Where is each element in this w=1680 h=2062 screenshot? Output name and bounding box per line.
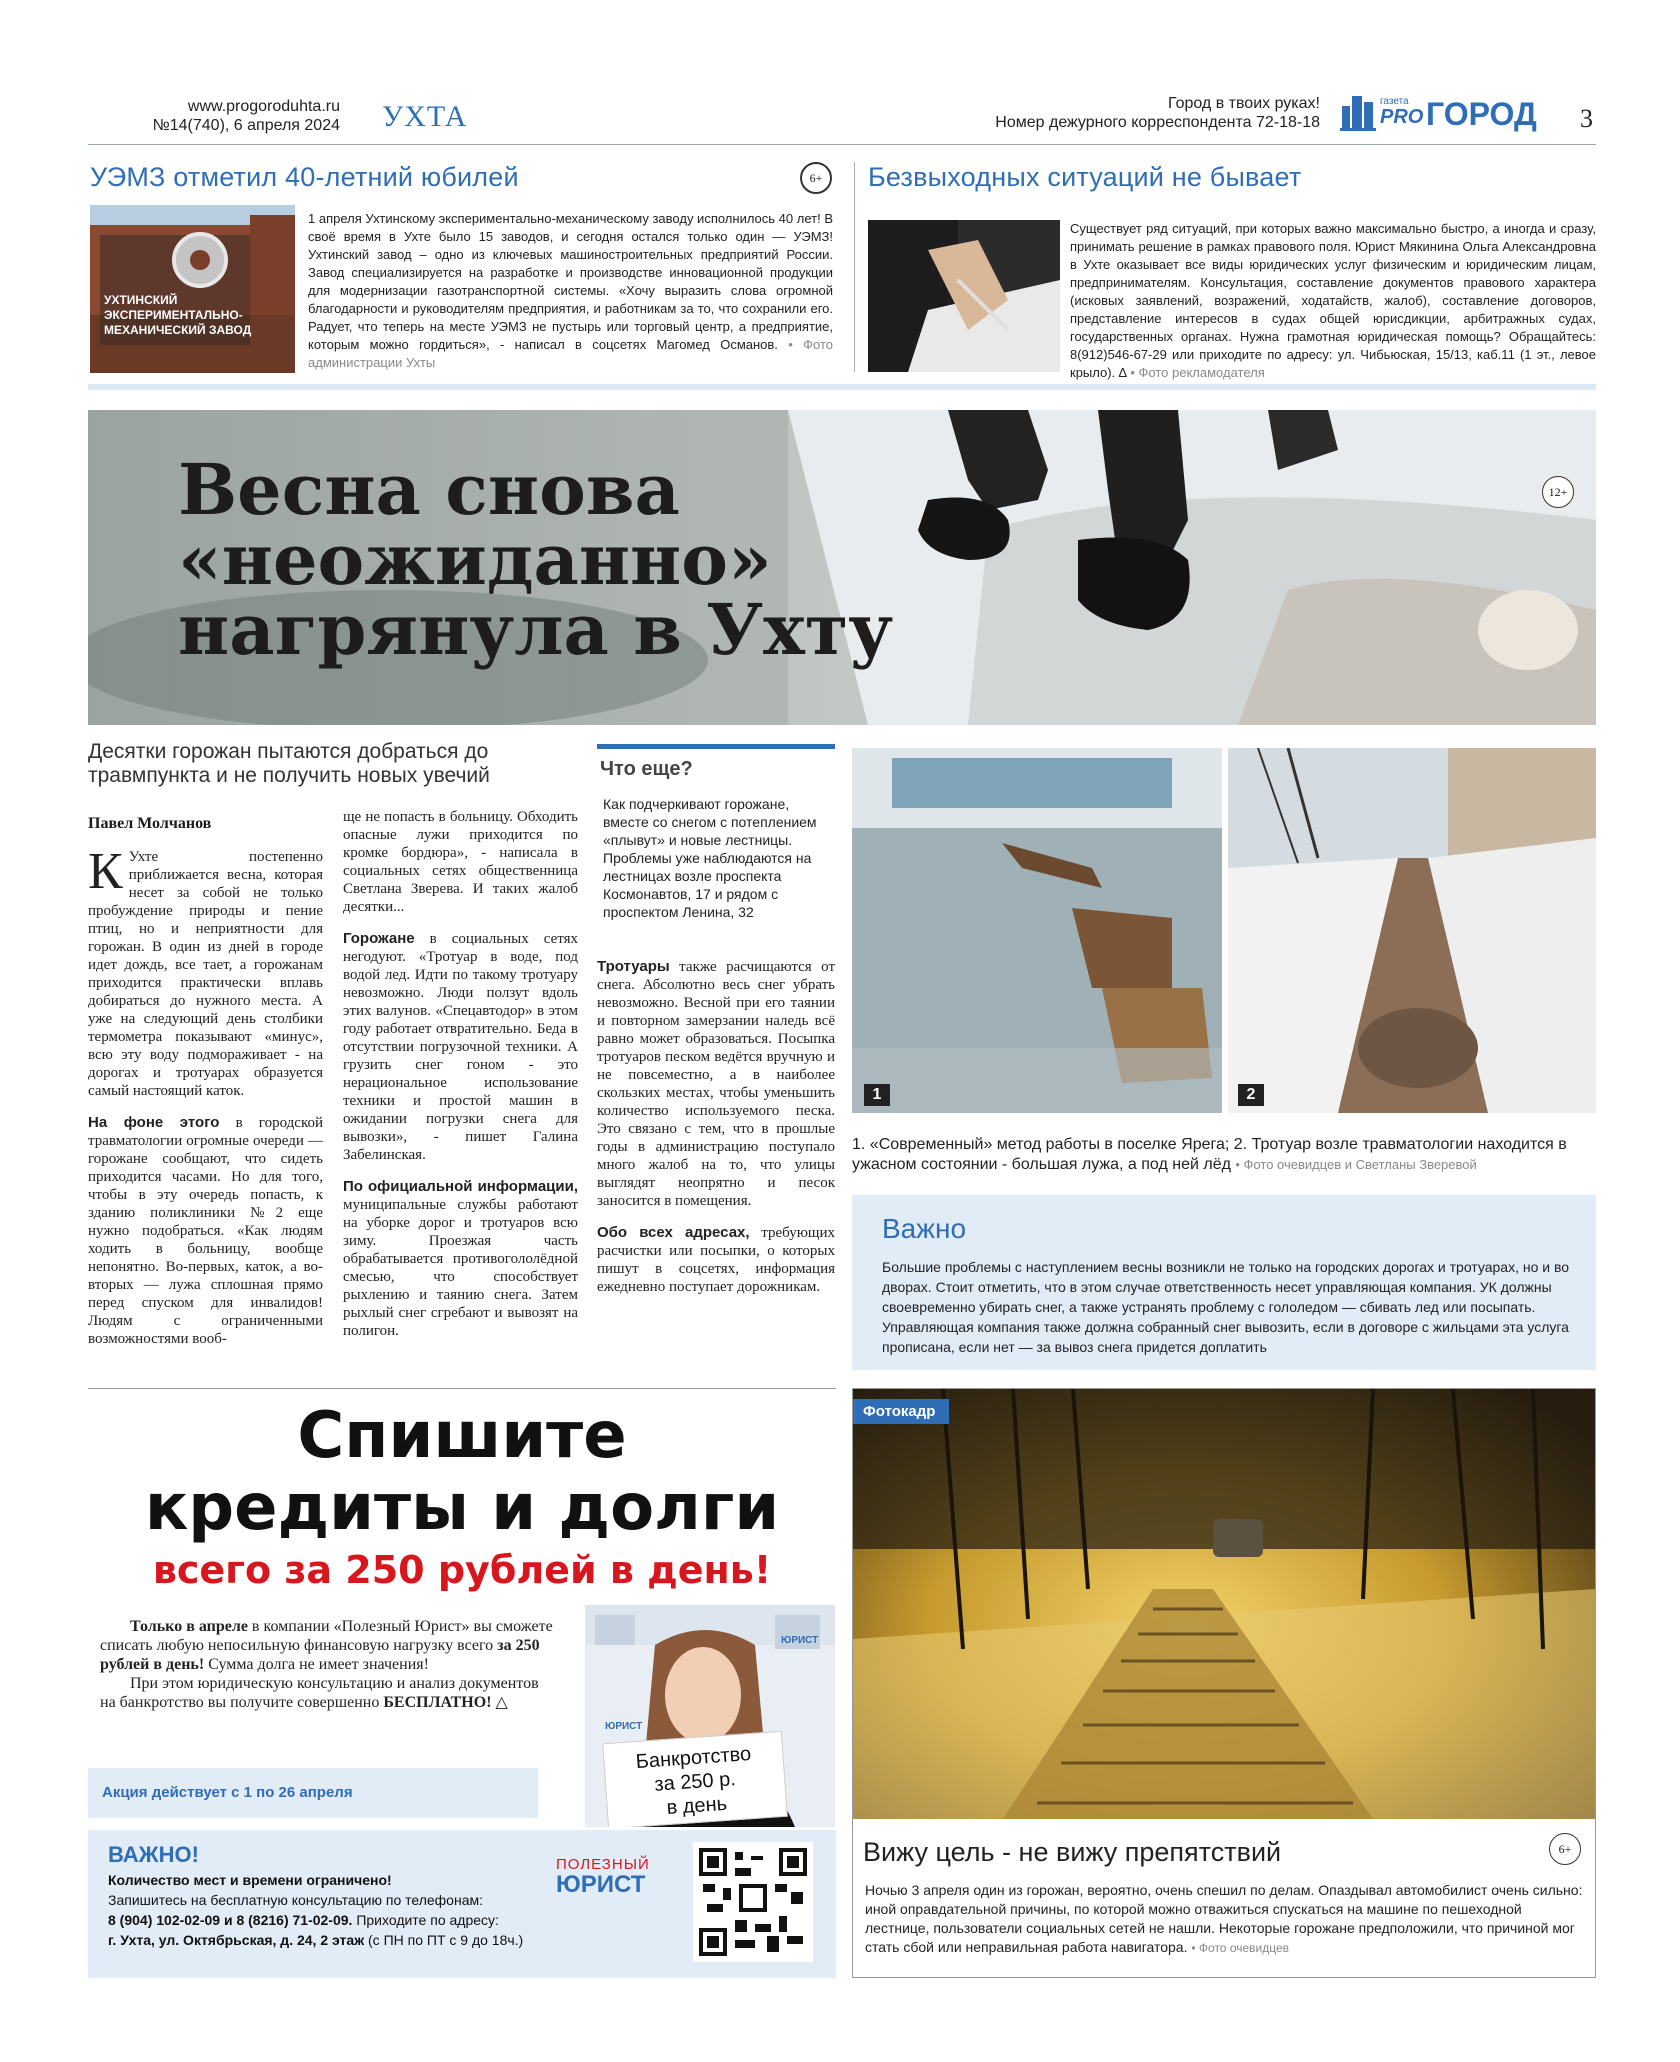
column-2 [343,808,578,1340]
newspaper-logo [1340,92,1560,134]
ad-text3-end: △ [491,1694,508,1711]
masthead-contact [960,94,1320,132]
phone-line: Номер дежурного корреспондента 72-18-18 [995,114,1320,131]
ad-line1: Спишите [297,1399,627,1473]
logo-pro: PRO [1380,106,1424,128]
promo-text: Акция действует с 1 по 26 апреля [102,1784,353,1801]
photoframe-text: Ночью 3 апреля один из горожан, вероятно, очень спешил по делам. Опаздывал автомобилист очень сильно: иной оправдательной причины, по которой можно отважиться спускаться на машине по пешеходной лестнице, пользователи социальных сетей не нашли. Некоторые горожане предположили, что причиной мог стать сбой или неправильная работа навигатора. [865,1882,1583,1955]
section-city: УХТА [382,100,468,133]
age-badge-12: 12+ [1542,476,1574,508]
col3-p1-lead: Тротуары [597,958,670,975]
article1-title: УЭМЗ отметил 40-летний юбилей [90,162,519,192]
article2-text: Существует ряд ситуаций, при которых важно максимально быстро, а иногда и сразу, принимать решение в рамках правового поля. Юрист Мякинина Ольга Александровна в Ухте оказывает все виды юридических услуг физическим и юридическим лицам, предпринимателям. Консультация, составление документов правового характера (исковых заявлений, возражений, ходатайств, жалоб), составление договоров, представление интересов в судах общей юрисдикции, арбитражных судах, государственных органах. Нужна грамотная юридическая помощь? Обращайтесь: 8(912)546-67-29 или приходите по адресу: ул. Чибьюская, 15/13, каб.11 (1 эт., левое крыло). ∆ [1070,221,1596,380]
col2-p2-lead: Горожане [343,930,415,947]
address: г. Ухта, ул. Октябрьская, д. 24, 2 этаж [108,1932,365,1948]
caption-credit: • Фото очевидцев и Светланы Зверевой [1235,1157,1477,1172]
phones[interactable]: 8 (904) 102-02-09 и 8 (8216) 71-02-09. [108,1912,353,1928]
signup-text: Запишитесь на бесплатную консультацию по телефонам: [108,1892,483,1908]
photoframe-title: Вижу цель - не вижу препятствий [863,1837,1282,1867]
age-badge: 6+ [800,162,832,194]
important-label: ВАЖНО! [108,1842,199,1867]
dropcap: К [88,843,123,900]
contact-box [88,1830,836,1978]
ad-headline [88,1400,836,1596]
headline-line1: Весна снова [178,448,680,531]
column-3 [597,958,835,1296]
what-else-title: Что еще? [600,758,693,780]
column-1 [88,843,323,1348]
ad-body [100,1617,555,1712]
ad-text3-bold: БЕСПЛАТНО! [383,1694,492,1711]
address-line [108,1932,578,1948]
masthead-info [140,97,340,135]
col2-p2: в социальных сетях негодуют. «Тротуар в воде, под водой лед. Идти по такому тротуару невозможно. Люди ползут вдоль этих валунов. «Спецавтодор» в этом году работает отвратительно. Беда в отсутствии погрузочной техники. А грузить снег гоном - это нерациональное использование техники и простой машин в ожидании погрузки снега для вывозки», - пишет Галина Забелинская. [343,931,578,1163]
photo-1-number: 1 [864,1084,890,1106]
article1-text: 1 апреля Ухтинскому экспериментально-механическому заводу исполнилось 40 лет! В своё время в Ухте было 15 заводов, и сегодня остался только один — УЭМЗ! Ухтинский завод – одно из ключевых машиностроительных предприятий России. Завод специализируется на разработке и производстве инновационной продукции для модернизации газотранспортной системы. «Хочу выразить слова огромной благодарности и руководителям предприятия, и работникам за то, что сохранили его. Радует, что теперь на месте УЭМЗ не пустырь или торговый центр, а предприятие, которым можно гордиться», - написал в соцсетях Магомед Османов. [308,211,833,352]
ad-line3: всего за 250 рублей в день! [152,1548,772,1592]
photos-caption [852,1135,1592,1175]
subhead: Десятки горожан пытаются добраться до травмпункта и не получить новых увечий [88,740,490,787]
limited-text: Количество мест и времени ограничено! [108,1872,392,1888]
col3-p2: требующих расчистки или посыпки, о которых пишут в соцсетях, информация ежедневно поступает дорожникам. [597,1225,836,1295]
bankruptcy-sign [602,1731,788,1827]
ad-text1: в компании «Полезный Юрист» вы сможете списать любую непосильную финансовую нагрузку всего [100,1618,553,1654]
col1-p2: в городской травматологии огромные очереди — горожане сообщают, что сидеть приходится часами. Но для того, чтобы в эту очередь попасть, к зданию поликлиники №2 еще нужно подобраться. «Как людям ходить в больницу, вообще непонятно. Во-первых, каток, а во-вторых — лужа сплошная прямо перед спуском для инвалидов! Людям с ограниченными возможностями вооб- [88,1115,323,1347]
important-title: Важно [882,1213,967,1244]
sign-line3: в день [665,1792,728,1820]
article1-body [308,210,833,372]
ad-text2: Сумма долга не имеет значения! [204,1656,429,1673]
ad-line2: кредиты и долги [144,1471,780,1545]
important-text: Большие проблемы с наступлением весны возникли не только на городских дорогах и тротуарах, но и во дворах. Стоит отметить, что в этом случае ответственность несет управляющая компания. УК должны своевременно убирать снег, а также устранять проблему с гололедом — сбивать лед или посыпать. Управляющая компания также должна собранный снег вывозить, если в договоре с жильцами эта услуга прописана, если нет — за вывоз снега придется доплатить [882,1259,1570,1355]
hours: (с ПН по ПТ с 9 до 18ч.) [364,1932,524,1948]
website-link[interactable]: www.progoroduhta.ru [187,98,340,115]
ad-bold: за 250 рублей в день! [100,1637,540,1673]
phones-line [108,1912,558,1928]
col2-p3: муниципальные службы работают на уборке дорог и тротуаров всю зиму. Проезжая часть обрабатывается противогололёдной смесью, что способствует рыхлению и таянию снега. Затем рыхлый снег сгребают и вывозят на полигон. [343,1197,578,1339]
ad-text3: При этом юридическую консультацию и анализ документов на банкротство вы получите совершенно [100,1675,539,1711]
col1-p1: Ухте постепенно приближается весна, которая несет за собой не только пробуждение природы и пение птиц, но и неприятности для горожан. В один из дней в городе идет дождь, все тает, а горожанам приходится практически вплавь добираться до нужного места. А уже на следующий день столбики термометра показывают «минус», всю эту воду подмораживает - на дорогах и тротуарах образуется самый настоящий каток. [88,849,323,1099]
article2-body [1070,220,1596,382]
col3-p1: также расчищаются от снега. Абсолютно весь снег убрать невозможно. Весной при его таянии и повторном замерзании наледь всё равно может образоваться. Посыпка тротуаров песком ведётся вручную и не повсеместно, а в наиболее скользких местах, чтобы уменьшить количество используемого песка. Это связано с тем, что в прошлые годы в администрацию поступало много жалоб на то, что улицы выглядят неопрятно и песок заносится в помещения. [597,959,835,1209]
headline-line2: «неожиданно» [178,518,772,601]
photoframe-credit: • Фото очевидцев [1191,1941,1290,1955]
what-else-text: Как подчеркивают горожане, вместе со снегом с потеплением «плывут» и новые лестницы. Проблемы уже наблюдаются на лестницах возле проспекта Космонавтов, 17 и рядом с проспектом Ленина, 32 [603,796,817,920]
caption-text: 1. «Современный» метод работы в поселке Ярега; 2. Тротуар возле травматологии находится в ужасном состоянии - большая лужа, а под ней лёд [852,1136,1567,1173]
author: Павел Молчанов [88,815,212,832]
col2-p1: ще не попасть в больницу. Обходить опасные лужи приходится по кромке бордюра», - написала в социальных сетях общественница Светлана Зверева. И таких жалоб десятки... [343,809,578,915]
wall-logo-2: ЮРИСТ [781,1635,819,1646]
ad-lead: Только в апреле [130,1618,248,1635]
night-photo [853,1389,1595,1819]
logo-line2: ЮРИСТ [556,1871,646,1898]
slogan: Город в твоих руках! [1167,95,1320,112]
photo-1 [852,748,1222,1113]
lawyer-photo [868,220,1060,372]
article1-credit: • Фото администрации Ухты [308,337,833,370]
important-box [852,1195,1596,1370]
come-text: Приходите по адресу: [352,1912,499,1928]
photo-2-number: 2 [1238,1084,1264,1106]
wall-logo-1: ЮРИСТ [605,1721,643,1732]
article2-title: Безвыходных ситуаций не бывает [868,162,1302,192]
photoframe-age: 6+ [1549,1833,1581,1865]
logo-small: газета [1380,96,1409,107]
city-icon [1340,92,1376,134]
sign-line1: Банкротство [635,1743,752,1774]
useful-lawyer-logo [556,1856,650,1897]
photoframe-panel [852,1388,1596,1978]
photoframe-body [865,1881,1585,1958]
promo-bar [88,1768,538,1818]
factory-sign: УХТИНСКИЙ ЭКСПЕРИМЕНТАЛЬНО-МЕХАНИЧЕСКИЙ ЗАВОД [104,293,252,337]
col3-p2-lead: Обо всех адресах, [597,1224,750,1241]
photo-2 [1228,748,1596,1113]
logo-line1: ПОЛЕЗНЫЙ [556,1856,650,1873]
headline-line3: нагрянула в Ухту [178,588,894,671]
hero-headline [178,448,894,671]
logo-main: ГОРОД [1426,96,1537,132]
sign-line2: за 250 р. [653,1768,737,1796]
col1-p2-lead: На фоне этого [88,1114,220,1131]
ad-photo [585,1605,835,1827]
issue-date: №14(740), 6 апреля 2024 [152,117,340,134]
article2-credit: • Фото рекламодателя [1130,365,1265,380]
factory-photo [90,205,295,373]
col2-p3-lead: По официальной информации, [343,1178,578,1195]
qr-code[interactable] [693,1842,813,1962]
page-number: 3 [1580,104,1593,133]
photoframe-tag: Фотокадр [853,1399,949,1424]
